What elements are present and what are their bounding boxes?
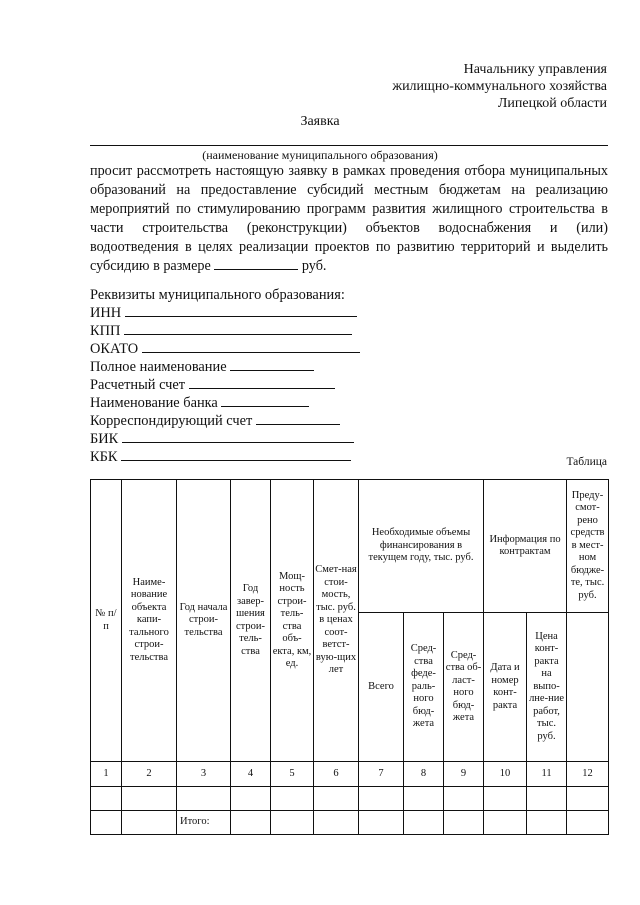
header-label: Необходимые объемы финансирования в текущем году, тыс. руб. (368, 527, 474, 564)
table-row (91, 787, 609, 811)
addressee-line-3: Липецкой области (497, 96, 607, 111)
header-funding-group (359, 480, 484, 613)
header-local-budget (567, 480, 609, 613)
requisite-kpp (90, 322, 352, 340)
table-cell (527, 811, 567, 835)
table-cell (271, 811, 314, 835)
column-number: 6 (314, 762, 359, 787)
table-cell (404, 787, 444, 811)
header-label: Информация по контрактам (489, 533, 561, 557)
column-number: 8 (404, 762, 444, 787)
header-label: Дата и номер конт-ракта (490, 662, 520, 711)
column-number: 4 (231, 762, 271, 787)
column-number: 11 (527, 762, 567, 787)
header-estimate (314, 480, 359, 762)
request-text: просит рассмотреть настоящую заявку в рамках проведения отбора муниципальных образований на предоставление субсидий местным бюджетам на реализацию мероприятий по стимулированию программ развития жилищного строительства в части строительства (реконструкции) объектов водоснабжения и (или) водоотведения в целях реализации проектов по развитию территорий и выделить субсидию в размере (90, 163, 608, 274)
table-cell (177, 787, 231, 811)
table-cell (91, 811, 122, 835)
requisite-corr-account (90, 412, 340, 430)
document-title: Заявка (300, 114, 340, 129)
municipality-name-note: (наименование муниципального образования) (202, 148, 438, 162)
header-label: Преду-смот-рено средств в мест-ном бюдже-те, тыс. руб. (570, 489, 605, 601)
header-regional (444, 613, 484, 762)
total-label: Итого: (177, 811, 231, 835)
table-cell (444, 811, 484, 835)
requisite-bank-name (90, 394, 309, 412)
header-total (359, 613, 404, 762)
header-label: Всего (368, 680, 394, 692)
requisite-bik (90, 430, 354, 448)
column-number: 7 (359, 762, 404, 787)
requisite-blank (230, 358, 314, 371)
requisite-blank (124, 322, 352, 335)
requisite-label: Полное наименование (90, 359, 227, 375)
column-number-row (91, 762, 609, 787)
requisite-label: БИК (90, 431, 119, 447)
request-paragraph (90, 162, 608, 276)
header-empty (567, 613, 609, 762)
requisite-blank (189, 376, 335, 389)
header-label: Год завер-шения строи-тель-ства (236, 583, 265, 657)
addressee-line-2: жилищно-коммунального хозяйства (392, 79, 607, 94)
table-cell (314, 811, 359, 835)
table-cell (567, 811, 609, 835)
table-cell (122, 811, 177, 835)
requisite-label: КБК (90, 449, 118, 465)
header-object-name (122, 480, 177, 762)
column-number: 10 (484, 762, 527, 787)
table-cell (444, 787, 484, 811)
header-label: Наиме-нование объекта капи-тального строи-тельства (129, 576, 169, 663)
municipality-name-line (90, 145, 608, 146)
header-label: Сред-ства феде-раль-ного бюд-жета (410, 643, 437, 730)
requisite-blank (256, 412, 340, 425)
table-cell (271, 787, 314, 811)
header-label: Смет-ная стои-мость, тыс. руб. в ценах соот-ветст-вую-щих лет (315, 564, 357, 676)
header-label: Сред-ства об-ласт-ного бюд-жета (445, 649, 482, 723)
column-number: 3 (177, 762, 231, 787)
requisite-label: ОКАТО (90, 341, 139, 357)
table-cell (91, 787, 122, 811)
table-header-row (91, 480, 609, 613)
header-start-year (177, 480, 231, 762)
header-label: Мощ-ность строи-тель-ства объ-екта, км, ед. (272, 570, 312, 669)
column-number: 2 (122, 762, 177, 787)
table-cell (359, 787, 404, 811)
table-cell (359, 811, 404, 835)
column-number: 12 (567, 762, 609, 787)
requisite-blank (221, 394, 309, 407)
column-number: 5 (271, 762, 314, 787)
request-currency: руб. (301, 258, 327, 274)
total-row (91, 811, 609, 835)
table-cell (484, 787, 527, 811)
requisite-label: Расчетный счет (90, 377, 186, 393)
table-caption: Таблица (566, 456, 607, 468)
requisite-blank (142, 340, 360, 353)
requisite-label: ИНН (90, 305, 122, 321)
header-label: Год начала строи-тельства (179, 601, 228, 638)
requisite-label: Корреспондирующий счет (90, 413, 253, 429)
header-contracts-group (484, 480, 567, 613)
header-label: № п/п (95, 608, 117, 632)
column-number: 9 (444, 762, 484, 787)
header-federal (404, 613, 444, 762)
requisite-label: Наименование банка (90, 395, 218, 411)
table-cell (527, 787, 567, 811)
addressee-line-1: Начальнику управления (463, 62, 607, 77)
requisite-blank (122, 430, 354, 443)
requisite-blank (125, 304, 357, 317)
requisite-account (90, 376, 335, 394)
requisite-kbk (90, 448, 351, 466)
table-cell (122, 787, 177, 811)
header-end-year (231, 480, 271, 762)
table-cell (404, 811, 444, 835)
header-num (91, 480, 122, 762)
requisite-inn (90, 304, 357, 322)
table-cell (231, 811, 271, 835)
table-cell (484, 811, 527, 835)
column-number: 1 (91, 762, 122, 787)
header-contract-price (527, 613, 567, 762)
requisite-okato (90, 340, 360, 358)
header-contract-date-num (484, 613, 527, 762)
header-label: Цена конт-ракта на выпо-лне-ние работ, тыс. руб. (529, 630, 564, 742)
subsidy-table (90, 479, 609, 835)
subsidy-amount-blank (214, 257, 298, 270)
requisite-label: КПП (90, 323, 121, 339)
header-capacity (271, 480, 314, 762)
table-cell (567, 787, 609, 811)
requisite-full-name (90, 358, 314, 376)
table-cell (231, 787, 271, 811)
table-cell (314, 787, 359, 811)
requisite-blank (121, 448, 351, 461)
requisites-heading: Реквизиты муниципального образования: (90, 287, 345, 303)
